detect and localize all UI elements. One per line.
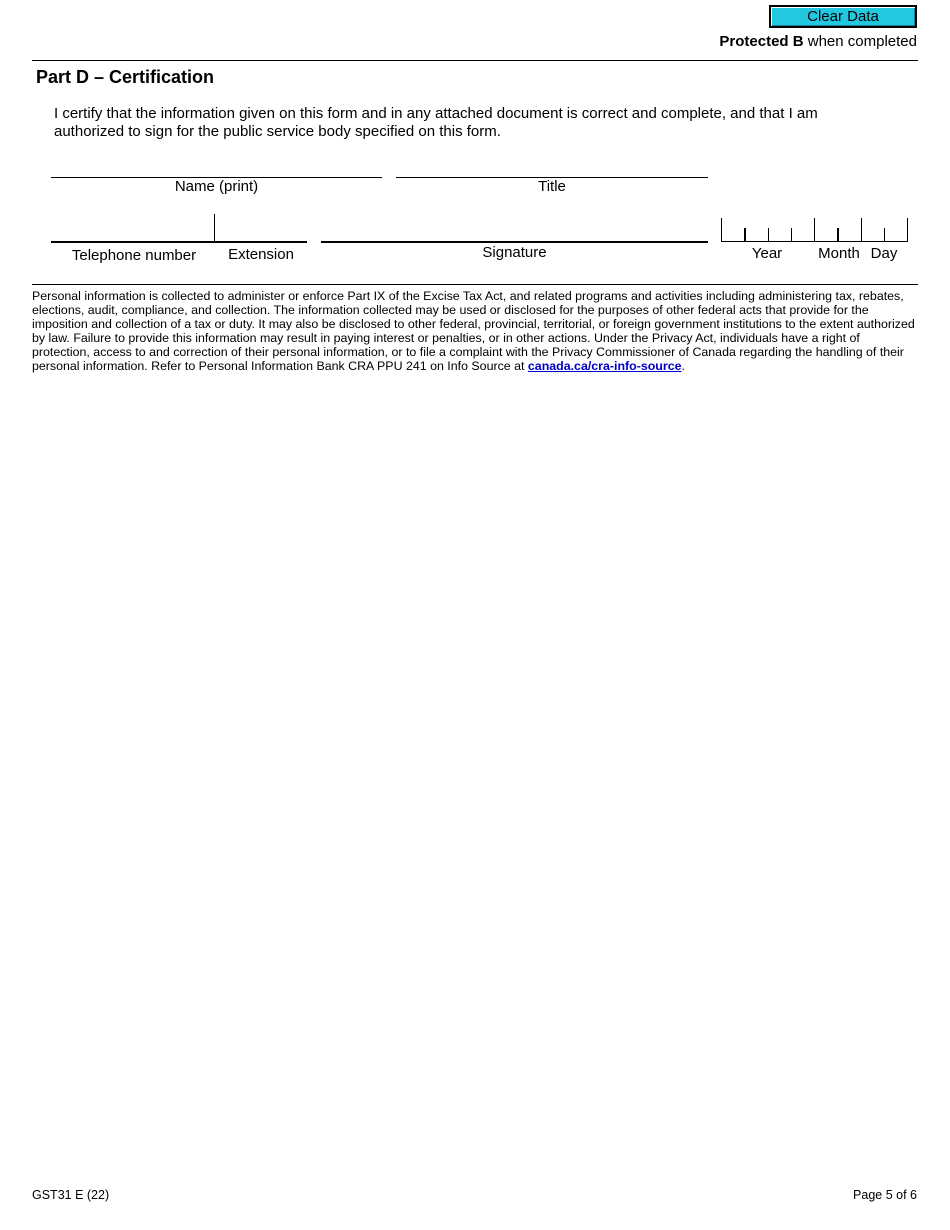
date-tick — [814, 218, 815, 242]
extension-field[interactable] — [215, 214, 307, 243]
form-identifier: GST31 E (22) — [32, 1188, 110, 1202]
date-field[interactable] — [721, 218, 908, 242]
date-tick — [721, 218, 722, 242]
date-tick — [768, 228, 769, 242]
privacy-text: Personal information is collected to administer or enforce Part IX of the Excise Tax Act, and related programs and activities including administering tax, rebates, elections, audit, compliance, and collection. The information collected may be used or disclosed for the purposes of other federal acts that provide for the imposition and collection of a tax or duty. It may also be disclosed to other federal, provincial, territorial, or foreign government institutions to the extent authorized by law. Failure to provide this information may result in paying interest or penalties, or in other actions. Under the Privacy Act, individuals have a right of protection, access to and correction of their personal information, or to file a complaint with the Privacy Commissioner of Canada regarding the handling of their personal information. Refer to Personal Information Bank CRA PPU 241 on Info Source at — [32, 289, 915, 373]
date-tick — [907, 218, 908, 242]
clear-data-button[interactable]: Clear Data — [769, 5, 917, 28]
telephone-field[interactable] — [51, 214, 214, 243]
cra-info-source-link[interactable]: canada.ca/cra-info-source — [527, 359, 682, 373]
protected-b-notice — [719, 33, 917, 50]
name-print-label: Name (print) — [174, 178, 259, 195]
signature-label: Signature — [482, 244, 547, 261]
privacy-trailing: . — [681, 359, 685, 373]
date-tick — [861, 218, 862, 242]
page-number: Page 5 of 6 — [853, 1188, 917, 1202]
date-tick — [884, 228, 885, 242]
date-tick — [837, 228, 839, 242]
protected-b-suffix: when completed — [803, 33, 917, 50]
protected-b-label: Protected B — [719, 33, 804, 50]
month-label: Month — [818, 245, 860, 262]
year-label: Year — [751, 245, 783, 262]
top-divider — [32, 60, 918, 61]
title-label: Title — [538, 178, 566, 195]
date-tick — [791, 228, 792, 242]
title-field[interactable] — [396, 150, 708, 178]
name-print-field[interactable] — [51, 150, 382, 178]
date-tick — [744, 228, 746, 242]
day-label: Day — [870, 245, 898, 262]
extension-label: Extension — [228, 246, 294, 263]
part-d-title: Part D – Certification — [36, 67, 215, 87]
signature-field[interactable] — [321, 214, 708, 243]
certification-statement: I certify that the information given on this form and in any attached document is correct and complete, and that I am authorized to sign for the public service body specified on this form. — [54, 105, 818, 140]
privacy-notice — [32, 289, 917, 373]
privacy-divider — [32, 284, 918, 285]
telephone-label: Telephone number — [71, 247, 197, 264]
